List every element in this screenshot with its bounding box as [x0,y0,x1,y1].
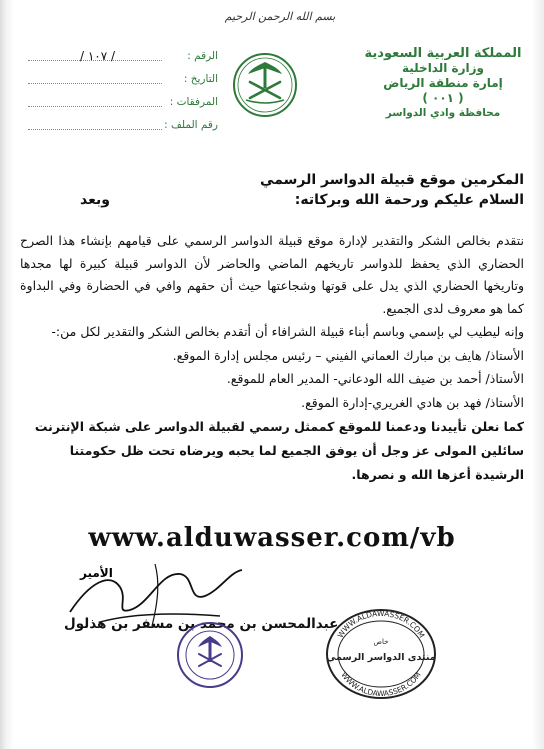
stamp-top-text: WWW.ALDAWASSER.COM [335,608,427,640]
person-3: الأستاذ/ فهد بن هادي الغريري-إدارة الموقع. [301,394,524,410]
file-label: رقم الملف : [164,119,218,131]
svg-text:WWW.ALDAWASSER.COM [339,670,422,698]
date-label: التاريخ : [183,73,218,85]
svg-text:WWW.ALDAWASSER.COM [336,609,427,640]
attachments-dotline [28,106,162,107]
emirate-name: إمارة منطقة الرياض [383,76,503,90]
forum-stamp [324,606,438,702]
number-row [28,50,218,73]
letter-greeting: المكرمين موقع قبيلة الدواسر الرسمي [260,172,524,188]
person-2: الأستاذ/ أحمد بن ضيف الله الودعاني- المدير العام للموقع. [226,371,524,386]
reference-block [28,50,218,142]
file-dotline [28,129,162,130]
attachments-label: المرفقات : [169,96,218,108]
thanks-paragraph: نتقدم بخالص الشكر والتقدير لإدارة موقع قبيلة الدواسر الرسمي على قيامهم بإنشاء هذا الصرح الحضاري الذي يحفظ للدواسر تاريخهم الماضي والحاضر لأن الدواسر قبيلة كبيرة لها مجدها وتاريخها الحضاري الذي يدل على قوتها وشجاعتها حيث أن حقهم وافي في الحضارة وفي البداوة كما هو معروف لدى الجميع. [20,233,524,316]
letter-body [20,168,524,487]
number-label: الرقم : [187,50,218,62]
attachments-row [28,96,218,119]
signatory-name: عبدالمحسن بن محمد بن مسفر بن هذلول [64,616,339,632]
stamp-small-text: خاص [373,638,389,646]
ministry-name: وزارة الداخلية [401,61,485,75]
salutation-row [20,192,524,216]
person-1: الأستاذ/ هايف بن مبارك العماني الفيني – رئيس مجلس إدارة الموقع. [172,347,524,363]
number-value: / ١٠٧ / [80,49,116,63]
date-dotline [28,83,162,84]
signatory-title: الأمير [80,566,113,580]
watermark-url: www.alduwasser.com/vb [88,523,456,553]
kingdom-name: المملكة العربية السعودية [364,46,522,61]
date-row [28,73,218,96]
official-seal-icon [175,620,245,690]
salutation: السلام عليكم ورحمة الله وبركاته: [294,192,524,208]
forum-stamp-icon [324,606,438,702]
stamp-bottom-text: WWW.ALDAWASSER.COM [339,670,423,699]
basmala: بسم الله الرحمن الرحيم [224,10,336,23]
emirate-code: ( ٠٠١ ) [422,91,464,105]
letterhead [358,46,528,121]
governorate-name: محافظة وادي الدواسر [385,107,501,119]
support-paragraph: كما نعلن تأييدنا ودعمنا للموقع كممثل رسمي لقبيلة الدواسر على شبكة الإنترنت سائلين المولى عز وجل أن يوفق الجميع لما يحبه ويرضاه تحت ظل حكومتنا الرشيدة أعزها الله و نصرها. [34,419,524,482]
stamp-main-text: منتدى الدواسر الرسمي [326,652,436,663]
thanks-intro: وإنه ليطيب لي بإسمي وباسم أبناء قبيلة الشرافاء أن أتقدم بخالص الشكر والتقدير لكل من:- [51,324,524,339]
wabad: وبعد [80,192,110,208]
file-row [28,119,218,142]
saudi-emblem-icon [232,52,298,118]
